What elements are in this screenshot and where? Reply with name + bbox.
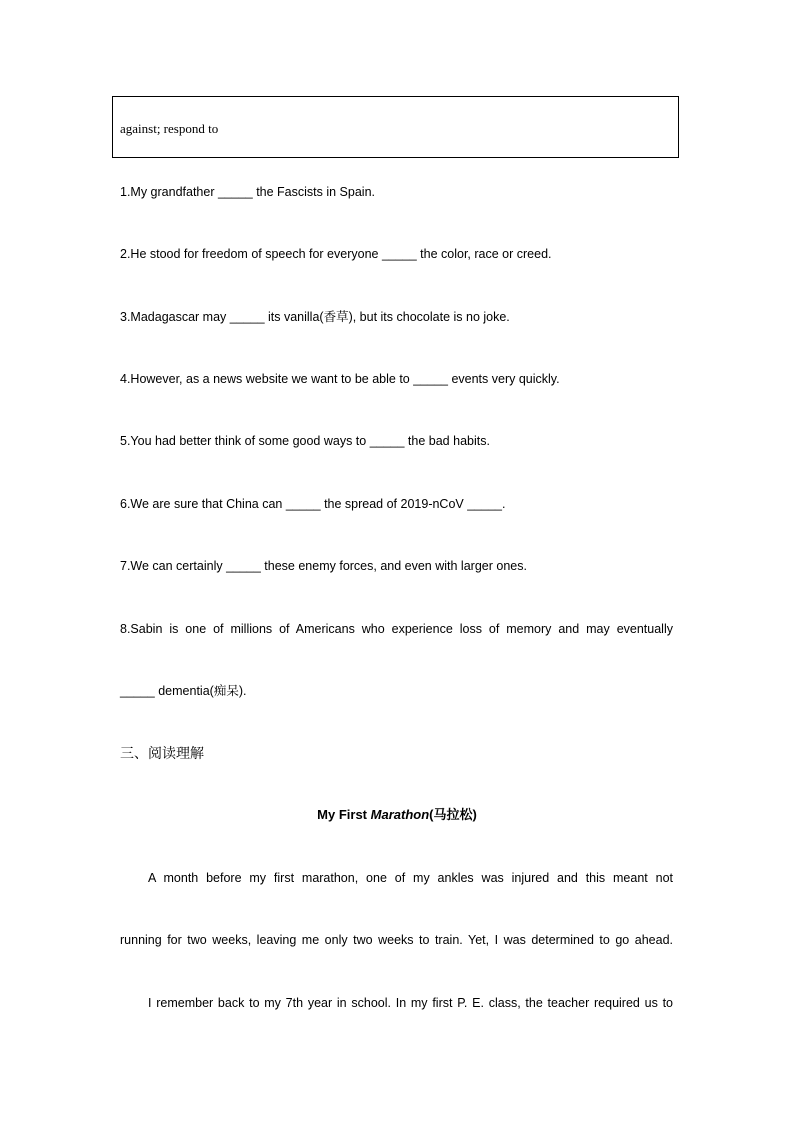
question-6: 6.We are sure that China can _____ the spread of 2019-nCoV _____.: [120, 497, 506, 511]
passage-title-suffix: (马拉松): [429, 807, 477, 822]
passage-title: [0, 807, 794, 823]
passage-line-1: A month before my first marathon, one of my ankles was injured and this meant not: [148, 871, 673, 885]
question-7: 7.We can certainly _____ these enemy forces, and even with larger ones.: [120, 559, 527, 573]
passage-title-italic: Marathon: [370, 807, 430, 822]
question-3: 3.Madagascar may _____ its vanilla(香草), but its chocolate is no joke.: [120, 310, 510, 324]
passage-title-prefix: My First: [317, 807, 371, 822]
passage-line-3: I remember back to my 7th year in school. In my first P. E. class, the teacher required us to: [148, 996, 673, 1010]
section-heading: 三、阅读理解: [120, 745, 204, 761]
question-5: 5.You had better think of some good ways to _____ the bad habits.: [120, 434, 490, 448]
passage-line-2: running for two weeks, leaving me only two weeks to train. Yet, I was determined to go ahead.: [120, 933, 673, 947]
question-2: 2.He stood for freedom of speech for everyone _____ the color, race or creed.: [120, 247, 552, 261]
question-1: 1.My grandfather _____ the Fascists in Spain.: [120, 185, 376, 199]
question-8: 8.Sabin is one of millions of Americans who experience loss of memory and may eventually: [120, 622, 673, 636]
question-4: 4.However, as a news website we want to be able to _____ events very quickly.: [120, 372, 560, 386]
word-bank-box: [112, 96, 679, 158]
question-8-continued: _____ dementia(痴呆).: [120, 684, 247, 698]
word-bank-text: against; respond to: [120, 121, 219, 136]
